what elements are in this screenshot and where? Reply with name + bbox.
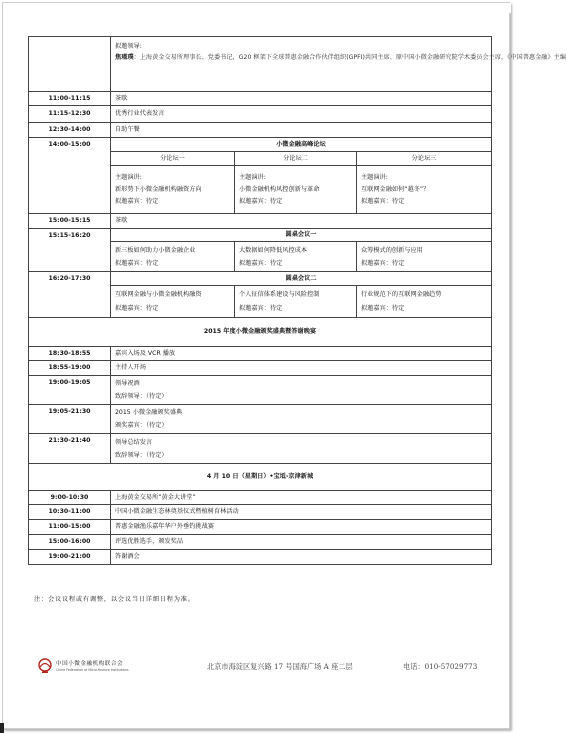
footer xyxy=(36,658,496,678)
intro-label: 拟邀领导: xyxy=(115,43,142,50)
roundtable-topic: 个人征信体系建设与风险控制 xyxy=(239,290,320,298)
row-text: 优秀行业代表发言 xyxy=(111,106,492,123)
roundtable-guest: 拟邀嘉宾：待定 xyxy=(361,304,405,312)
schedule-row xyxy=(29,214,492,229)
row-text: 致辞领导：（待定） xyxy=(115,393,168,400)
day2-row xyxy=(29,505,492,520)
roundtable-guest: 拟邀嘉宾：待定 xyxy=(239,304,283,312)
roundtable-topic: 新三板如何助力小微金融企业 xyxy=(115,246,196,254)
roundtable-title: 圆桌会议一 xyxy=(111,229,492,242)
subforum-guest: 拟邀嘉宾：待定 xyxy=(361,197,405,205)
row-text: 中国小微金融生态林奠基仪式暨植树育林活动 xyxy=(111,505,492,520)
day2-row xyxy=(29,535,492,550)
federation-name-en: China Federation of Micro-finance Institutions xyxy=(56,668,129,672)
subforum-label: 主题演讲: xyxy=(361,173,388,181)
roundtable-time: 16:20-17:30 xyxy=(29,272,111,318)
row-time: 12:30-14:00 xyxy=(29,123,111,138)
roundtable-cell xyxy=(357,242,492,272)
roundtable-topic: 大数据如何降低风控成本 xyxy=(239,246,308,254)
roundtable-topic: 行业规范下的互联网金融趋势 xyxy=(361,290,442,298)
roundtable-row xyxy=(29,229,492,242)
gala-row xyxy=(29,405,492,434)
row-text: 领导总结发言 xyxy=(115,438,153,446)
subforum-topic: 互联网金融如何“越冬”？ xyxy=(361,185,430,193)
schedule-row xyxy=(29,92,492,106)
row-text: 自助午餐 xyxy=(111,123,492,138)
subforum-topic: 小微金融机构风控创新与革命 xyxy=(239,185,320,193)
roundtable-time: 15:15-16:20 xyxy=(29,229,111,272)
roundtable-guest: 拟邀嘉宾：待定 xyxy=(115,304,159,312)
row-text: 普惠金融渔乐嘉年华户外垂钓挑战赛 xyxy=(111,520,492,535)
roundtable-guest: 拟邀嘉宾：待定 xyxy=(239,259,283,267)
schedule-row xyxy=(29,106,492,123)
roundtable-topic: 众筹模式的创新与应用 xyxy=(361,246,423,254)
federation-name: 中国小微金融机构联合会 xyxy=(56,661,124,667)
roundtable-cell xyxy=(357,286,492,318)
row-text: 嘉宾入场及 VCR 播放 xyxy=(111,347,492,361)
row-text: 茶歇 xyxy=(111,92,492,106)
gala-row xyxy=(29,347,492,361)
page-corner-mark xyxy=(0,723,4,733)
forum-time: 14:00-15:00 xyxy=(29,138,111,214)
row-text: 2015 小微金融颁奖盛典 xyxy=(115,409,183,416)
footer-address: 北京市海淀区复兴路 17 号国海广场 A 座二层 xyxy=(207,662,353,671)
gala-row xyxy=(29,376,492,405)
subforum-guest: 拟邀嘉宾：待定 xyxy=(115,197,159,205)
subforum-name: 分论坛一 xyxy=(111,152,235,166)
row-time: 18:55-19:00 xyxy=(29,361,111,376)
row-time: 19:00-21:00 xyxy=(29,550,111,565)
row-text: 颁奖嘉宾：（待定） xyxy=(115,422,168,429)
subforum-label: 主题演讲: xyxy=(239,173,266,181)
roundtable-row xyxy=(29,272,492,286)
intro-row xyxy=(29,37,492,92)
day2-banner: 4 月 10 日（星期日）•宝坻-京津新城 xyxy=(29,464,492,491)
row-text: 主持人开场 xyxy=(111,361,492,376)
subforum-label: 主题演讲: xyxy=(115,173,142,181)
subforum-name: 分论坛二 xyxy=(235,152,357,166)
row-text: 茶歇 xyxy=(111,214,492,229)
forum-title: 小微金融高峰论坛 xyxy=(111,138,492,152)
row-time: 21:30-21:40 xyxy=(29,434,111,464)
gala-banner-row xyxy=(29,318,492,347)
roundtable-cell xyxy=(111,286,235,318)
row-time: 9:00-10:30 xyxy=(29,491,111,505)
row-text: 上海黄金交易所”黄金大讲堂” xyxy=(111,491,492,505)
gala-row xyxy=(29,434,492,464)
subforum-topic: 新形势下小微金融机构融资方向 xyxy=(115,185,202,193)
subforum-name: 分论坛三 xyxy=(357,152,492,166)
roundtable-title: 圆桌会议二 xyxy=(111,272,492,286)
row-time: 18:30-18:55 xyxy=(29,347,111,361)
subforum-cell xyxy=(235,166,357,214)
row-text: 领导祝酒 xyxy=(115,380,140,387)
intro-cell: 拟邀领导: 焦瑾璞：上海黄金交易所理事长、党委书记，G20 框架下全球普惠金融合作伙伴组织(GPFI)共同主席、原中国小微金融研究院学术委员会主席，《中国普惠金融》主编 xyxy=(111,37,492,92)
row-time: 11:15-12:30 xyxy=(29,106,111,123)
row-text: 答谢酒会 xyxy=(111,550,492,565)
row-text: 致辞领导：（待定） xyxy=(115,451,168,459)
intro-name: 焦瑾璞 xyxy=(115,54,134,61)
roundtable-cell xyxy=(235,242,357,272)
gala-banner: 2015 年度小微金融颁奖盛典暨答谢晚宴 xyxy=(29,318,492,347)
subforum-guest: 拟邀嘉宾：待定 xyxy=(239,197,283,205)
row-time: 15:00-15:15 xyxy=(29,214,111,229)
day2-row xyxy=(29,491,492,505)
gala-row xyxy=(29,361,492,376)
agenda-note: 注：会议议程或有调整，以会议当日详细日程为准。 xyxy=(34,596,195,603)
schedule-table xyxy=(28,36,566,565)
row-time: 11:00-11:15 xyxy=(29,92,111,106)
roundtable-guest: 拟邀嘉宾：待定 xyxy=(115,259,159,267)
day2-row xyxy=(29,550,492,565)
row-time: 19:00-19:05 xyxy=(29,376,111,405)
row-text: 评选优胜选手，颁发奖品 xyxy=(111,535,492,550)
subforum-cell xyxy=(357,166,492,214)
day2-banner-row xyxy=(29,464,492,491)
row-time: 10:30-11:00 xyxy=(29,505,111,520)
roundtable-cell xyxy=(111,242,235,272)
schedule-row xyxy=(29,123,492,138)
subforum-cell xyxy=(111,166,235,214)
row-time: 19:05-21:30 xyxy=(29,405,111,434)
day2-row xyxy=(29,520,492,535)
roundtable-cell xyxy=(235,286,357,318)
roundtable-topic: 互联网金融与小微金融机构融资 xyxy=(115,290,202,298)
row-time: 15:00-16:00 xyxy=(29,535,111,550)
footer-phone: 电话：010-57029773 xyxy=(403,662,478,671)
federation-logo-icon xyxy=(36,658,54,674)
roundtable-guest: 拟邀嘉宾：待定 xyxy=(361,259,405,267)
row-time: 11:00-15:00 xyxy=(29,520,111,535)
forum-row xyxy=(29,138,492,152)
document-page xyxy=(2,2,566,729)
intro-desc: 上海黄金交易所理事长、党委书记，G20 框架下全球普惠金融合作伙伴组织(GPFI)共同主席、原中国小微金融研究院学术委员会主席，《中国普惠金融》主编 xyxy=(139,54,566,61)
